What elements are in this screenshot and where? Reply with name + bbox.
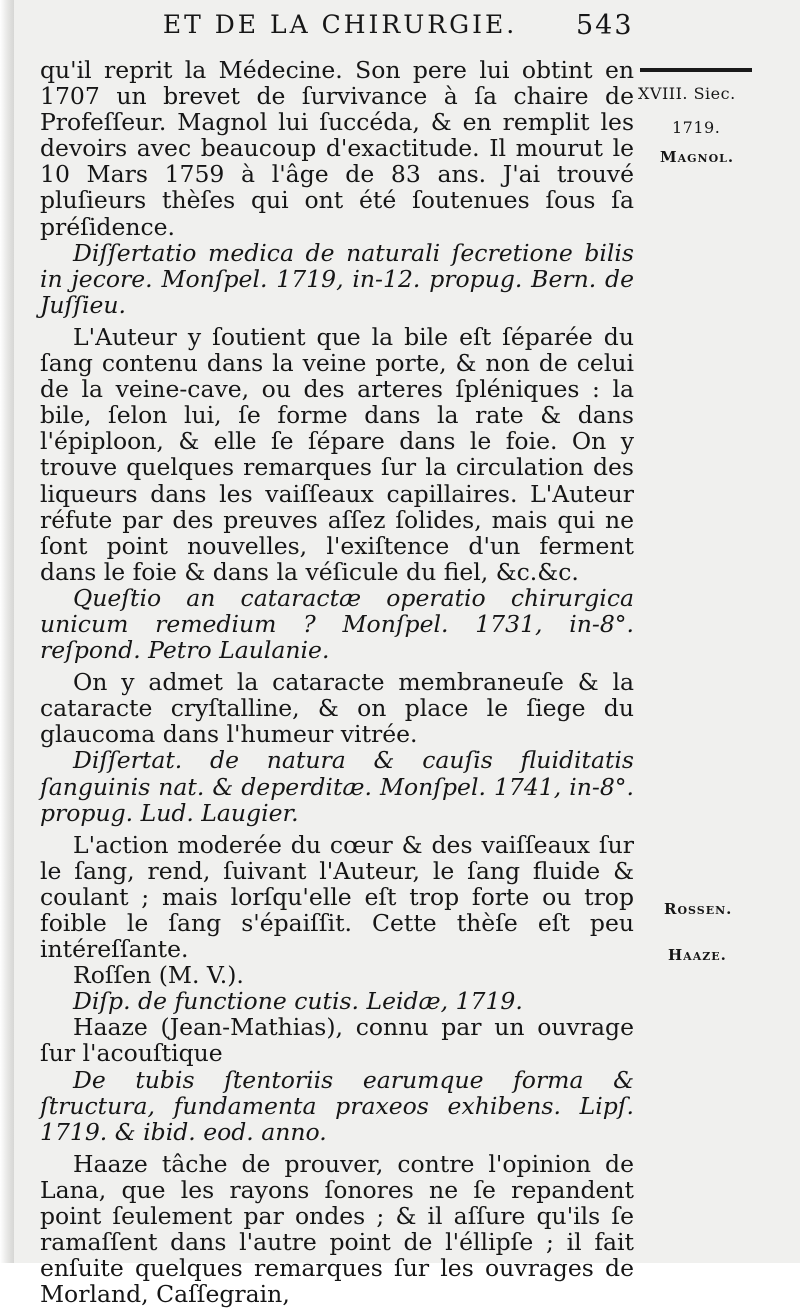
title-tubis-stentoriis: De tubis ſtentoriis earumque forma & ſtructura, fundamenta praxeos exhibens. Lipſ. 1719. & ibid. eod. anno.: [40, 1065, 634, 1146]
entry-rossen: Roſſen (M. V.).: [73, 961, 244, 990]
entry-haaze: Haaze (Jean-Mathias), connu par un ouvrage ſur l'acouſtique: [40, 1013, 634, 1068]
page-gutter-shadow: [0, 0, 14, 1263]
margin-rule: [640, 68, 752, 72]
paragraph-blood-summary: L'action moderée du cœur & des vaiſſeaux ſur le ſang, rend, ſuivant l'Auteur, le ſang fluide & coulant ; mais lorſqu'elle eſt trop forte ou trop foible le ſang s'épaiſſit. Cette thèſe eſt peu intéreſſante.: [40, 830, 634, 964]
title-functione-cutis: Diſp. de functione cutis. Leidæ, 1719.: [73, 987, 523, 1016]
margin-century: XVIII. Siec.: [638, 84, 736, 103]
margin-name-haaze: Haaze.: [668, 946, 727, 964]
page-number: 543: [576, 10, 634, 41]
title-dissertat-sanguinis: Diſſertat. de natura & cauſis fluiditatis ſanguinis nat. & deperditæ. Monſpel. 1741, in-8°. propug. Lud. Laugier.: [40, 746, 634, 827]
running-title: ET DE LA CHIRURGIE.: [162, 10, 518, 39]
paragraph-cataract-summary: On y admet la cataracte membraneuſe & la cataracte cryſtalline, & on place le ſiege du glaucoma dans l'humeur vitrée.: [40, 668, 634, 749]
title-dissertatio-bilis: Diſſertatio medica de naturali ſecretione bilis in jecore. Monſpel. 1719, in-12. propug. Bern. de Juſſieu.: [40, 238, 634, 319]
margin-name-rossen: Rossen.: [664, 900, 733, 918]
paragraph-haaze-summary: Haaze tâche de prouver, contre l'opinion de Lana, que les rayons ſonores ne ſe repandent point ſeulement par ondes ; & il aſſure qu'ils ſe ramaſſent dans l'autre point de l'éllipſe ; il fait enſuite quelques remarques ſur les ouvrages de Morland, Caſſegrain,: [40, 1149, 634, 1308]
body-text: [40, 57, 634, 1307]
title-questio-cataractae: Queſtio an cataractæ operatio chirurgica unicum remedium ? Monſpel. 1731, in-8°. reſpond. Petro Laulanie.: [40, 583, 634, 665]
margin-year: 1719.: [672, 118, 721, 137]
paragraph-biography-end: qu'il reprit la Médecine. Son pere lui obtint en 1707 un brevet de ſurvivance à ſa chaire de Profeſſeur. Magnol lui ſuccéda, & en remplit les devoirs avec beaucoup d'exactitude. Il mourut le 10 Mars 1759 à l'âge de 83 ans. J'ai trouvé pluſieurs thèſes qui ont été ſoutenues ſous ſa préſidence.: [40, 56, 634, 241]
margin-name-magnol: Magnol.: [660, 148, 735, 166]
paragraph-bile-summary: L'Auteur y ſoutient que la bile eſt ſéparée du ſang contenu dans la veine porte, & non de celui de la veine-cave, ou des arteres ſpléniques : la bile, ſelon lui, ſe forme dans la rate & dans l'épiploon, & elle ſe ſépare dans le foie. On y trouve quelques remarques ſur la circulation des liqueurs dans les vaiſſeaux capillaires. L'Auteur réfute par des preuves aſſez ſolides, mais qui ne ſont point nouvelles, l'exiſtence d'un ferment dans le foie & dans la véſicule du fiel, &c.&c.: [40, 322, 634, 586]
